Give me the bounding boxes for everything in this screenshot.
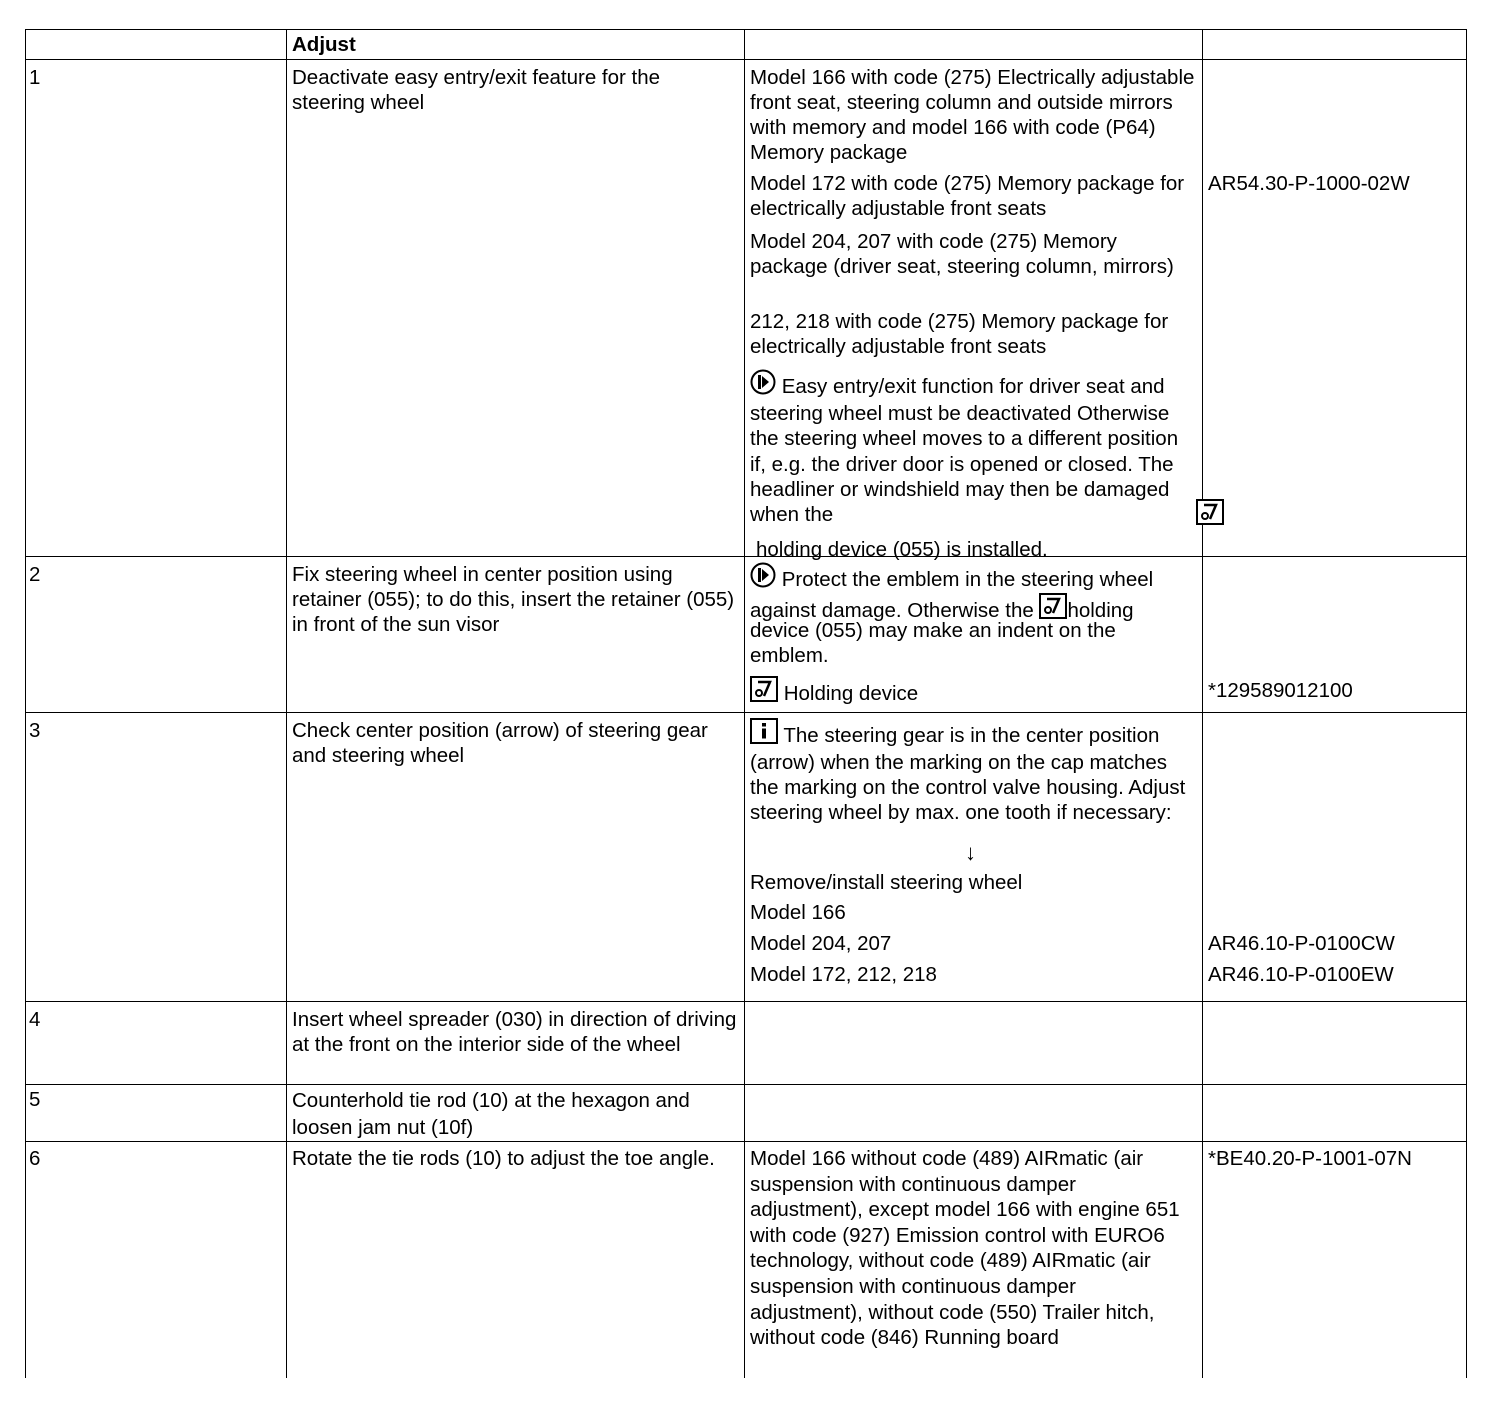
- note-text: Model 172, 212, 218: [750, 963, 937, 986]
- row-notes: [750, 65, 1198, 561]
- row-action: Check center position (arrow) of steering gear and steering wheel: [292, 719, 708, 767]
- note-text: holding device (055) is installed.: [756, 538, 1048, 561]
- note-text: holding: [1067, 599, 1134, 622]
- note-text: device (055) may make an indent on the emblem.: [750, 619, 1116, 667]
- grid-line: [25, 1141, 1467, 1142]
- row-reference: *BE40.20-P-1001-07N: [1208, 1147, 1412, 1170]
- header-adjust: Adjust: [292, 33, 356, 56]
- row-number: 2: [29, 563, 41, 586]
- row-notes: [750, 718, 1198, 1000]
- notice-note: [750, 562, 1198, 594]
- note-text: Protect the emblem in the steering wheel: [781, 568, 1154, 591]
- special-tool-icon: [750, 676, 778, 708]
- notice-icon: [750, 562, 776, 594]
- row-number: 6: [29, 1147, 41, 1170]
- row-reference: *129589012100: [1208, 679, 1353, 702]
- note-text: 212, 218 with code (275) Memory package for electrically adjustable front seats: [750, 310, 1169, 358]
- row-notes: Model 166 without code (489) AIRmatic (air suspension with continuous damper adjustment), except model 166 with engine 651 with code (927) Emission control with EURO6 technology, without code (489) AIRmatic (air suspension with continuous damper adjustment), without code (550) Trailer hitch, without code (846) Running board: [750, 1147, 1180, 1350]
- row-number: 5: [29, 1088, 41, 1111]
- note-text: Model 166 with code (275) Electrically adjustable front seat, steering column and outside mirrors with memory and model 166 with code (P64) Memory package: [750, 66, 1195, 164]
- note-text: Holding device: [783, 682, 919, 705]
- grid-line: [25, 59, 1467, 60]
- row-reference: AR54.30-P-1000-02W: [1208, 172, 1410, 195]
- notice-note: [750, 369, 1198, 527]
- grid-line: [25, 1001, 1467, 1002]
- row-number: 1: [29, 66, 41, 89]
- grid-line: [25, 556, 1467, 557]
- grid-line: [286, 29, 287, 1378]
- procedure-table: [25, 29, 1467, 1378]
- row-number: 4: [29, 1008, 41, 1031]
- row-reference: AR46.10-P-0100EW: [1208, 963, 1394, 986]
- info-icon: [750, 718, 778, 750]
- note-text: The steering gear is in the center position (arrow) when the marking on the cap matches the marking on the control valve housing. Adjust steering wheel by max. one tooth if necessary:: [750, 724, 1186, 824]
- down-arrow-icon: ↓: [965, 840, 976, 865]
- tool-note: [750, 676, 1198, 708]
- note-text: Model 172 with code (275) Memory package for electrically adjustable front seats: [750, 172, 1185, 220]
- grid-line: [744, 29, 745, 1378]
- info-note: [750, 718, 1198, 825]
- row-action: Deactivate easy entry/exit feature for the steering wheel: [292, 66, 661, 114]
- note-text: Model 204, 207 with code (275) Memory package (driver seat, steering column, mirrors): [750, 230, 1174, 278]
- grid-line: [25, 1084, 1467, 1085]
- row-action: Insert wheel spreader (030) in direction of driving at the front on the interior side of the wheel: [292, 1008, 737, 1056]
- special-tool-icon: [1196, 499, 1224, 530]
- note-text: Remove/install steering wheel: [750, 871, 1023, 894]
- row-action: Counterhold tie rod (10) at the hexagon and loosen jam nut (10f): [292, 1089, 690, 1139]
- note-text: Model 204, 207: [750, 932, 892, 955]
- grid-line: [1202, 29, 1203, 1378]
- note-text: against damage. Otherwise the: [750, 599, 1034, 622]
- grid-line: [25, 29, 1467, 30]
- grid-line: [25, 712, 1467, 713]
- note-text: Easy entry/exit function for driver seat and steering wheel must be deactivated Otherwise the steering wheel moves to a different position if, e.g. the driver door is opened or closed. The headliner or windshield may then be damaged when the: [750, 375, 1179, 527]
- row-number: 3: [29, 719, 41, 742]
- grid-line: [1466, 29, 1467, 1378]
- row-action: Rotate the tie rods (10) to adjust the toe angle.: [292, 1147, 715, 1170]
- note-text: Model 166: [750, 901, 846, 924]
- row-action: Fix steering wheel in center position using retainer (055); to do this, insert the retainer (055) in front of the sun visor: [292, 563, 735, 636]
- row-notes: [750, 562, 1198, 710]
- row-reference: AR46.10-P-0100CW: [1208, 932, 1395, 955]
- grid-line: [25, 29, 26, 1378]
- notice-icon: [750, 369, 776, 401]
